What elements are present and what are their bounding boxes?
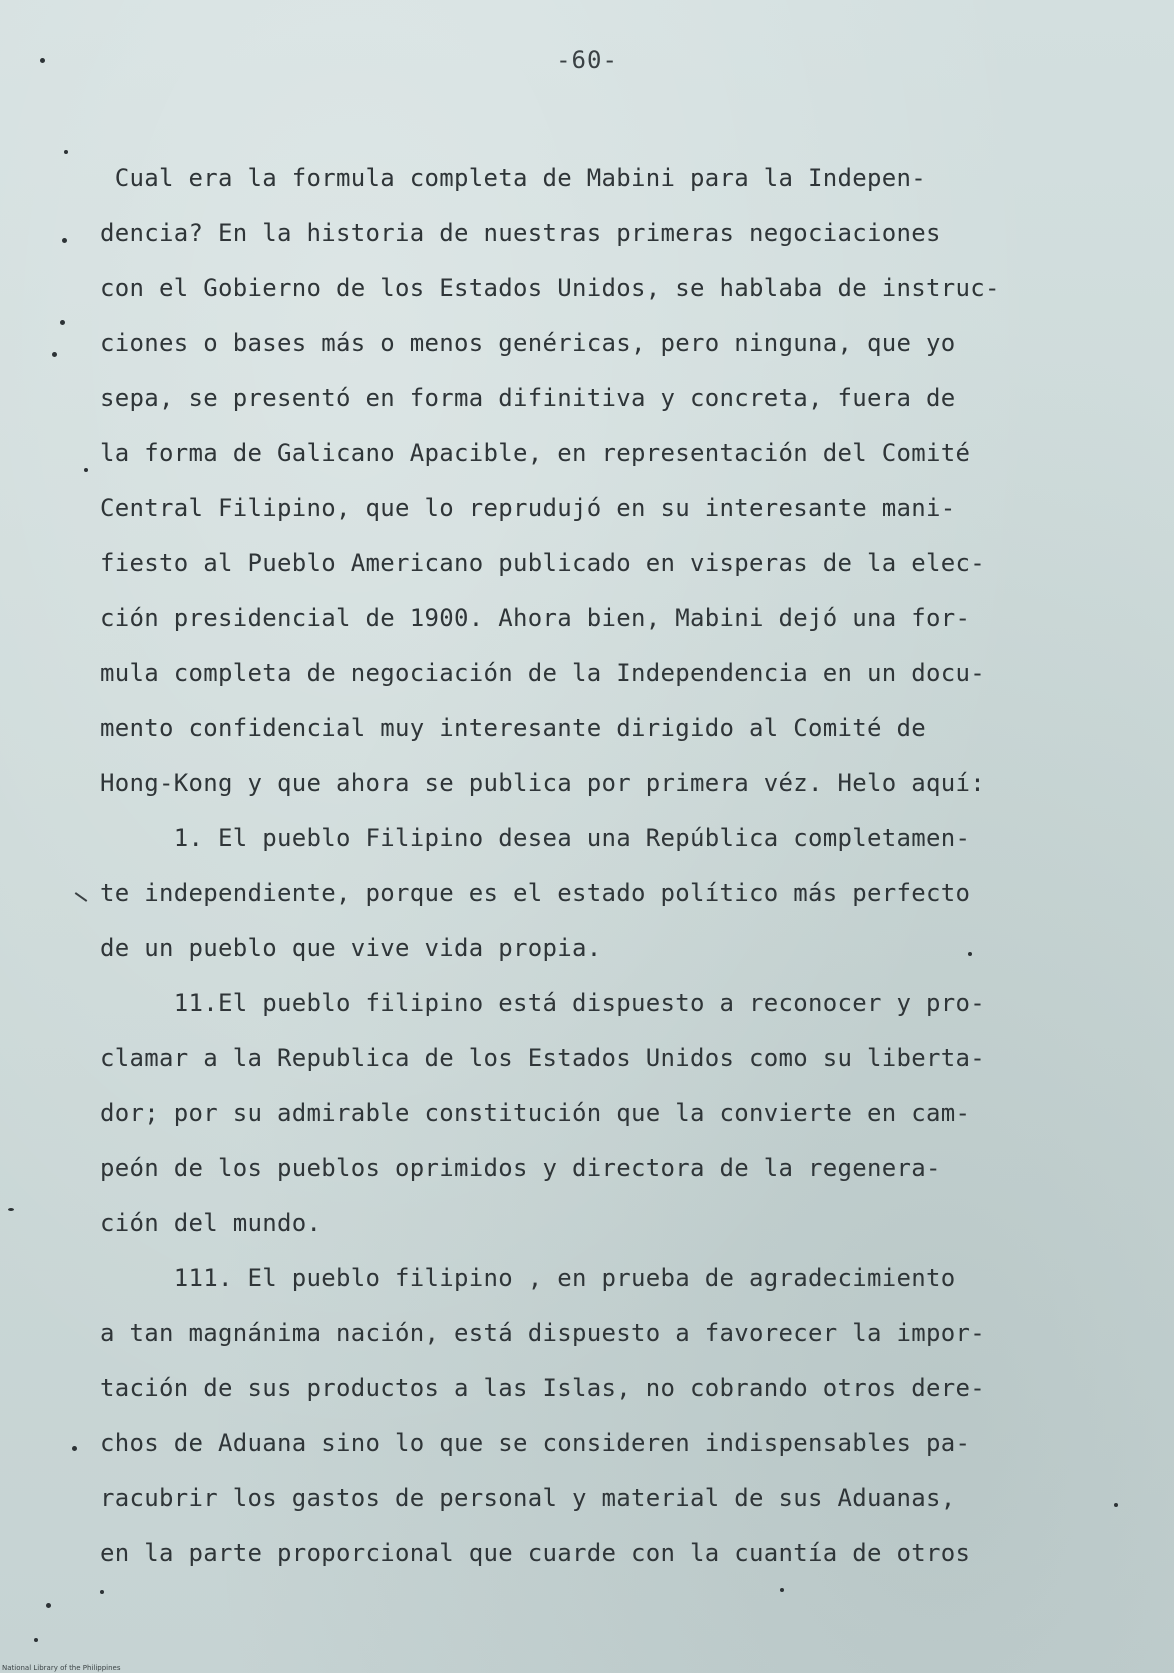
- text-line: mula completa de negociación de la Independencia en un docu-: [100, 659, 985, 687]
- text-line: ción del mundo.: [100, 1209, 322, 1237]
- speck-mark: [64, 150, 68, 154]
- text-line: en la parte proporcional que cuarde con la cuantía de otros: [100, 1539, 971, 1567]
- text-line: sepa, se presentó en forma difinitiva y concreta, fuera de: [100, 384, 956, 412]
- speck-mark: [780, 1588, 784, 1592]
- text-line: 11.El pueblo filipino está dispuesto a reconocer y pro-: [100, 989, 985, 1017]
- archive-footer: National Library of the Philippines: [2, 1664, 121, 1672]
- text-line: clamar a la Republica de los Estados Unidos como su liberta-: [100, 1044, 985, 1072]
- text-line: con el Gobierno de los Estados Unidos, se hablaba de instruc-: [100, 274, 1000, 302]
- speck-mark: [60, 320, 65, 325]
- speck-mark: [34, 1638, 38, 1642]
- text-line: tación de sus productos a las Islas, no cobrando otros dere-: [100, 1374, 985, 1402]
- text-line: ciones o bases más o menos genéricas, pero ninguna, que yo: [100, 329, 956, 357]
- text-line: a tan magnánima nación, está dispuesto a favorecer la impor-: [100, 1319, 985, 1347]
- typewritten-text-block: [100, 151, 1100, 1581]
- text-line: 1. El pueblo Filipino desea una República completamen-: [100, 824, 971, 852]
- page-number: -60-: [556, 46, 618, 74]
- speck-mark: [8, 1208, 14, 1211]
- speck-mark: [100, 1590, 104, 1594]
- text-line: ción presidencial de 1900. Ahora bien, Mabini dejó una for-: [100, 604, 971, 632]
- speck-mark: [968, 952, 972, 956]
- text-line: dor; por su admirable constitución que la convierte en cam-: [100, 1099, 971, 1127]
- speck-mark: [46, 1603, 51, 1608]
- text-line: Cual era la formula completa de Mabini para la Indepen-: [100, 164, 926, 192]
- text-line: de un pueblo que vive vida propia.: [100, 934, 602, 962]
- text-line: Central Filipino, que lo reprudujó en su interesante mani-: [100, 494, 956, 522]
- speck-mark: [62, 238, 67, 243]
- text-line: peón de los pueblos oprimidos y directora de la regenera-: [100, 1154, 941, 1182]
- speck-mark: [1114, 1503, 1118, 1507]
- speck-mark: [40, 58, 45, 63]
- margin-tick-mark: [75, 892, 88, 902]
- text-line: fiesto al Pueblo Americano publicado en visperas de la elec-: [100, 549, 985, 577]
- text-line: mento confidencial muy interesante dirigido al Comité de: [100, 714, 926, 742]
- speck-mark: [72, 1446, 77, 1451]
- text-line: la forma de Galicano Apacible, en representación del Comité: [100, 439, 971, 467]
- text-line: racubrir los gastos de personal y material de sus Aduanas,: [100, 1484, 956, 1512]
- text-line: te independiente, porque es el estado político más perfecto: [100, 879, 971, 907]
- text-line: 111. El pueblo filipino , en prueba de agradecimiento: [100, 1264, 956, 1292]
- speck-mark: [52, 352, 57, 357]
- speck-mark: [84, 468, 88, 472]
- text-line: dencia? En la historia de nuestras primeras negociaciones: [100, 219, 941, 247]
- text-line: Hong-Kong y que ahora se publica por primera véz. Helo aquí:: [100, 769, 985, 797]
- text-line: chos de Aduana sino lo que se consideren indispensables pa-: [100, 1429, 971, 1457]
